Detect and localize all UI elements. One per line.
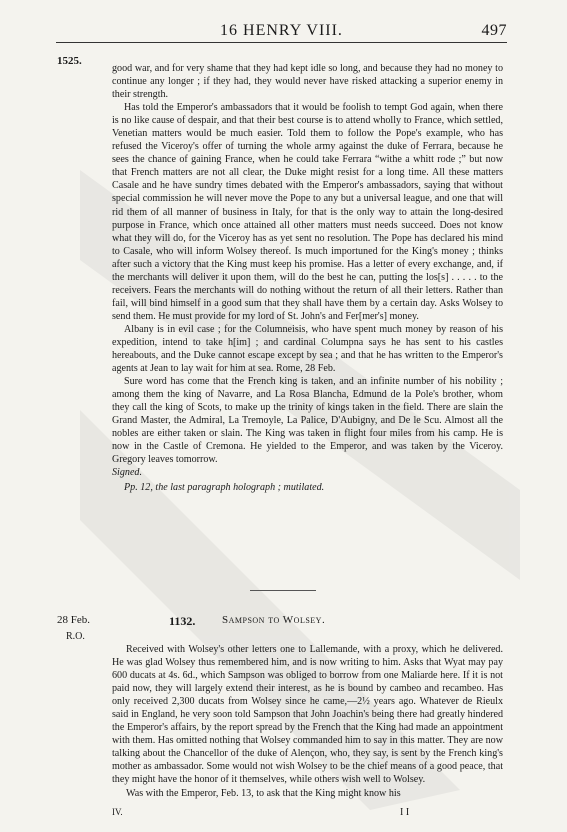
margin-year: 1525. [57,55,82,67]
continued-letter-text [112,62,503,494]
paragraph: Albany is in evil case ; for the Columneisis, who have spent much money by reason of his expedition, intend to take h[im] ; and cardinal Columpna says he has sent to his castles hereabouts, and the Duke cannot escape except by sea ; and that he has written to the Emperor's agents at Jean to lay wait for him at sea. Rome, 28 Feb. [112,323,503,375]
entry-divider [250,590,316,591]
entry-number: 1132. [169,614,196,628]
paragraph: Was with the Emperor, Feb. 13, to ask that the King might know his [126,787,401,799]
paragraph: good war, and for very shame that they had kept idle so long, and because they had no money to continue any longer ; if they had, they would never have risked attacking a superior enemy in their strength. [112,63,503,101]
header-rule [56,42,507,43]
entry-text [112,629,503,800]
entry-date: 28 Feb. [57,614,90,626]
page-number: 497 [481,22,507,39]
editorial-note: Pp. 12, the last paragraph holograph ; mutilated. [124,481,325,493]
source-reference: R.O. [66,631,85,642]
paragraph: Received with Wolsey's other letters one to Lallemande, with a proxy, which he delivered. He was glad Wolsey thus remembered him, and is now writing to him. Asks that Wyat may pay 600 ducats at 4s. 6d., which Sampson was obliged to borrow from one Maliarde here. If it is not paid now, they will largely extend their interest, as he is bound by cambeo and recambeo. Has only received 2,300 ducats from Wolsey since he came,—2½ years ago. Whatever de Rieulx said in England, he very soon told Sampson that John Joachin's being there had greatly hindered the Emperor's affairs, by the report spread by the French that the King had made an appointment with them. Has omitted nothing that Wolsey commanded him to say in this matter. They are now talking about the Chancellor of the duke of Alençon, who, they say, is sent by the French king's mother as ambassador. Some would not wish Wolsey to be the chief means of a good peace, that they might have the honor of it themselves, while others wish well to Wolsey. [112,644,503,786]
signature-mark: I I [400,807,410,818]
paragraph: Has told the Emperor's ambassadors that it would be foolish to tempt God again, when there is no like cause of despair, and that their best course is to attend wholly to France, which settled, Venetian matters would be much easier. Told them to follow the Pope's example, who has refused the Viceroy's offer of turning the whole army against the duke of Ferrara, because he sees the chance of gaining France, when he could take Ferrara “withe a whitt rode ;” but now that French matters are not all clear, the Duke might resist for a long time. All these matters Casale and he have sundry times debated with the Emperor's ambassadors, saying that without special commission he will never move the Pope to any but a universal league, and one that will rid them of all manner of business in Italy, for that is the only way to attain the long-desired purpose in France, which once attained all other matters must needs succeed. Does not know what they will do, for the Viceroy has as yet sent no resolution. The Pope has declared his mind to Casale, who will inform Wolsey thereof. Is much importuned for the King's money ; thinks after such a victory that the King must keep his promise. Has a letter of every exchange, and, if the merchants will deliver it upon them, will do the best he can, putting the los[s] . . . . . to the receivers. Fears the merchants will do nothing without the return of all their letters. Rather than fail, will bind himself in a good sum that they shall have them by a certain day. Asks Wolsey to send them. He must provide for my lord of St. John's and Fer[mer's] money. [112,102,503,322]
signed-label: Signed. [112,467,142,479]
running-title: 16 HENRY VIII. [220,22,343,39]
volume-mark: IV. [112,807,123,817]
paragraph: Sure word has come that the French king is taken, and an infinite number of his nobility ; among them the king of Navarre, and La Rosa Blancha, Edmund de la Pole's brother, whom they call the king of Scots, to make up the trinity of kings taken in the field. There are slain the Grand Master, the Admiral, La Tremoyle, La Palice, D'Aubigny, and De le Scu. Almost all the nobles are either taken or slain. The King was taken in flight four miles from his camp. He is now in the Castle of Cremona. He yielded to the Emperor, and was taken by the Viceroy. Gregory leaves tomorrow. [112,376,503,466]
entry-title: Sampson to Wolsey. [222,614,326,626]
